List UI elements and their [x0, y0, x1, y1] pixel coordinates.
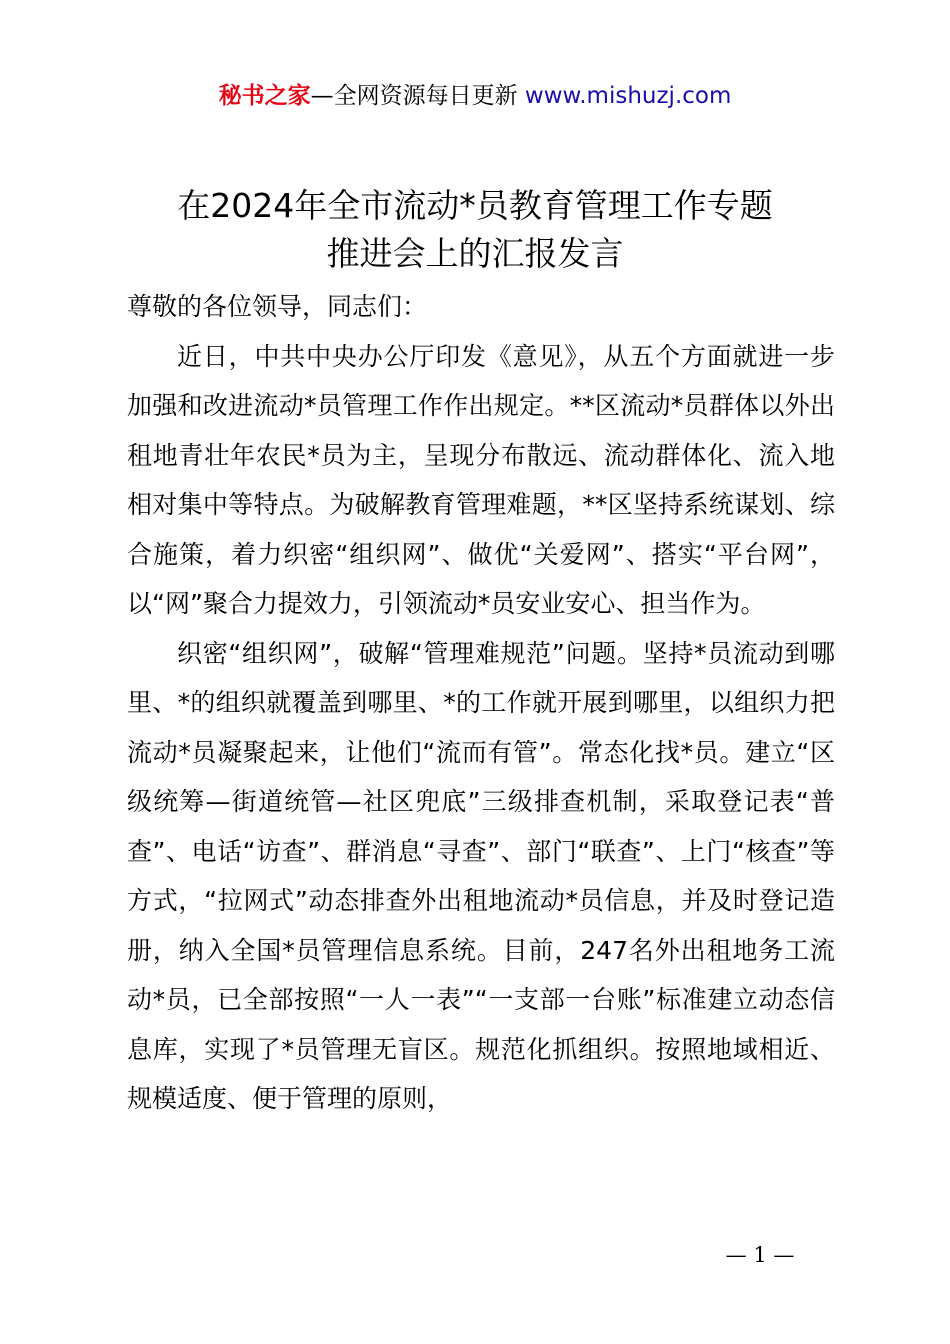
site-brand: 秘书之家: [218, 83, 311, 109]
body-paragraph-1: 近日，中共中央办公厅印发《意见》，从五个方面就进一步加强和改进流动*员管理工作作出规定。**区流动*员群体以外出租地青壮年农民*员为主，呈现分布散远、流动群体化、流入地相对集中等特点。为破解教育管理难题，**区坚持系统谋划、综合施策，着力织密“组织网”、做优“关爱网”、搭实“平台网”，以“网”聚合力提效力，引领流动*员安业安心、担当作为。: [127, 341, 835, 618]
site-url[interactable]: www.mishuzj.com: [524, 83, 732, 109]
body-paragraph-2: 织密“组织网”，破解“管理难规范”问题。坚持*员流动到哪里、*的组织就覆盖到哪里、*的工作就开展到哪里，以组织力把流动*员凝聚起来，让他们“流而有管”。常态化找*员。建立“区级统筹—街道统管—社区兜底”三级排查机制，采取登记表“普查”、电话“访查”、群消息“寻查”、部门“联查”、上门“核查”等方式，“拉网式”动态排查外出租地流动*员信息，并及时登记造册，纳入全国*员管理信息系统。目前，247名外出租地务工流动*员，已全部按照“一人一表”“一支部一台账”标准建立动态信息库，实现了*员管理无盲区。规范化抓组织。按照地域相近、规模适度、便于管理的原则，: [127, 638, 835, 1113]
site-slogan: —全网资源每日更新: [310, 83, 518, 109]
document-title: [60, 182, 890, 278]
page-number: — 1 —: [725, 1243, 795, 1267]
document-body: [127, 282, 835, 1124]
site-banner: [0, 80, 950, 112]
title-line-2: 推进会上的汇报发言: [326, 234, 624, 273]
title-line-1: 在2024年全市流动*员教育管理工作专题: [177, 186, 773, 225]
salutation: 尊敬的各位领导，同志们：: [127, 292, 428, 321]
